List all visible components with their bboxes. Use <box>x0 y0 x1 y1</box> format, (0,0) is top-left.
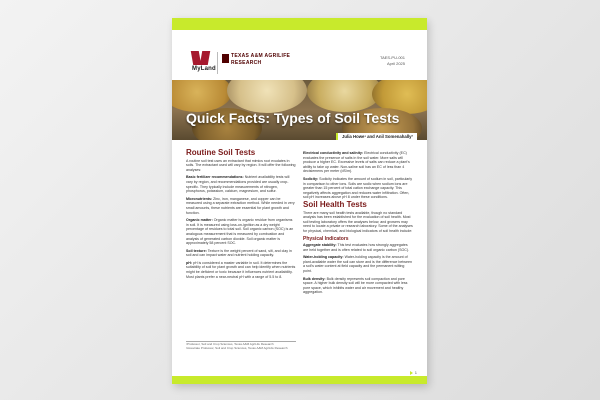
list-item: Micronutrients: Zinc, iron, manganese, and copper can be measured using a separate extraction method. While needed in very small amounts, these nutrients are essential for plant growth and function. <box>186 196 295 215</box>
footnote: ¹Professor, Soil and Crop Sciences, Texas A&M AgriLife Research <box>186 342 274 346</box>
logo-divider <box>217 52 218 74</box>
list-item: Sodicity: Sodicity indicates the amount of sodium in soil, particularly in comparison to other ions. Soils are sodic when sodium ions are greater than 15 percent of total cation exchange capacity. This negatively affects aggregation and reduces water infiltration. Often, soil pH increases above pH 8 under these conditions. <box>303 176 413 200</box>
list-item: Water-holding capacity: Water-holding capacity is the amount of plant-available water the soil can store and is the difference between a soil's water content at field capacity and the permanent wilting point. <box>303 255 413 274</box>
list-item: Bulk density: Bulk density represents soil compaction and pore space. A higher bulk density soil will be more compacted with less pore space, which inhibits water and air movement and healthy aggregation. <box>303 276 408 295</box>
page-number: 1 <box>410 370 417 375</box>
list-item: Soil texture: Texture is the weight percent of sand, silt, and clay in soil and can impact water and nutrient holding capacity. <box>186 248 292 258</box>
fact-sheet-page <box>172 18 427 384</box>
list-item: Electrical conductivity and salinity: Electrical conductivity (EC) evaluates the presence of salts in the soil water. More salts will produce a higher EC. Excessive levels of salts can reduce a plant's ability to take up water. Non-saline soil has an EC of less than 4 decisiemens per meter (dS/m). <box>303 151 410 174</box>
petri-dish-image <box>227 80 307 113</box>
author-byline: Julia Howe¹ and Anil Somenahally² <box>336 133 417 140</box>
document-meta <box>380 55 405 67</box>
section-heading-routine: Routine Soil Tests <box>186 148 256 157</box>
subheading-physical-indicators: Physical Indicators <box>303 235 349 242</box>
hero-image <box>172 80 427 140</box>
petri-dish-image <box>307 80 382 112</box>
agrilife-mark-icon <box>222 54 229 63</box>
myland-logo <box>192 51 216 72</box>
document-date: April 2025 <box>386 61 405 66</box>
page-title: Quick Facts: Types of Soil Tests <box>186 110 400 126</box>
agrilife-logo-bottom: RESEARCH <box>231 60 262 66</box>
left-column <box>186 148 296 282</box>
document-id: TAES-PU-001 <box>379 55 405 60</box>
footnotes <box>186 341 296 351</box>
page-arrow-icon <box>410 371 413 375</box>
list-item: Organic matter: Organic matter is organic residue from organisms in soil. It is measured using loss-on-ignition as a dry weight percentage of residues to total soil. Soil organic carbon (SOC) is an analogous measurement that is measured by combustion and analysis of generated carbon dioxide. Soil organic matter is approximately 58 percent SOC. <box>186 218 294 246</box>
list-item: pH: pH is considered a master variable in soil. It determines the suitability of soil for plant growth and can help identify when nutrients might be deficient or toxic because it influences nutrient availability. Most plants prefer a near-neutral pH with a range of 5.5 to 8. <box>186 260 296 279</box>
bottom-accent-bar <box>172 376 427 384</box>
myland-mark-icon <box>192 51 210 65</box>
agrilife-logo-top: TEXAS A&M AGRILIFE <box>231 53 291 59</box>
footnote: ²Associate Professor, Soil and Crop Sciences, Texas A&M AgriLife Research <box>186 345 288 350</box>
list-item: Aggregate stability: This test evaluates how strongly aggregates are held together and is often related to soil organic carbon (SOC). <box>303 243 410 252</box>
myland-logo-text: MyLand <box>192 66 216 72</box>
soil-health-intro: There are many soil health tests available, though no standard analysis has been established for the evaluation of soil health. Most soil testing laboratory offers the analyses below, and growers may need to locate a private or research laboratory. Some of the analyses for physical, chemical, and biological indicators of soil health include: <box>303 210 413 233</box>
section-heading-soil-health: Soil Health Tests <box>303 199 367 209</box>
top-accent-bar <box>172 18 427 30</box>
list-item: Basic fertilizer recommendations: Nutrient availability tests will vary by region, and recommendations provided are usually crop-specific. They typically include measurements of nitrogen, phosphorus, potassium, calcium, magnesium, and sulfur. <box>186 175 290 194</box>
right-column <box>303 151 413 298</box>
routine-intro: A routine soil test uses an extractant that mimics root exudates in soils. The extractant used will vary by region. It will offer the following analyses: <box>186 158 296 172</box>
